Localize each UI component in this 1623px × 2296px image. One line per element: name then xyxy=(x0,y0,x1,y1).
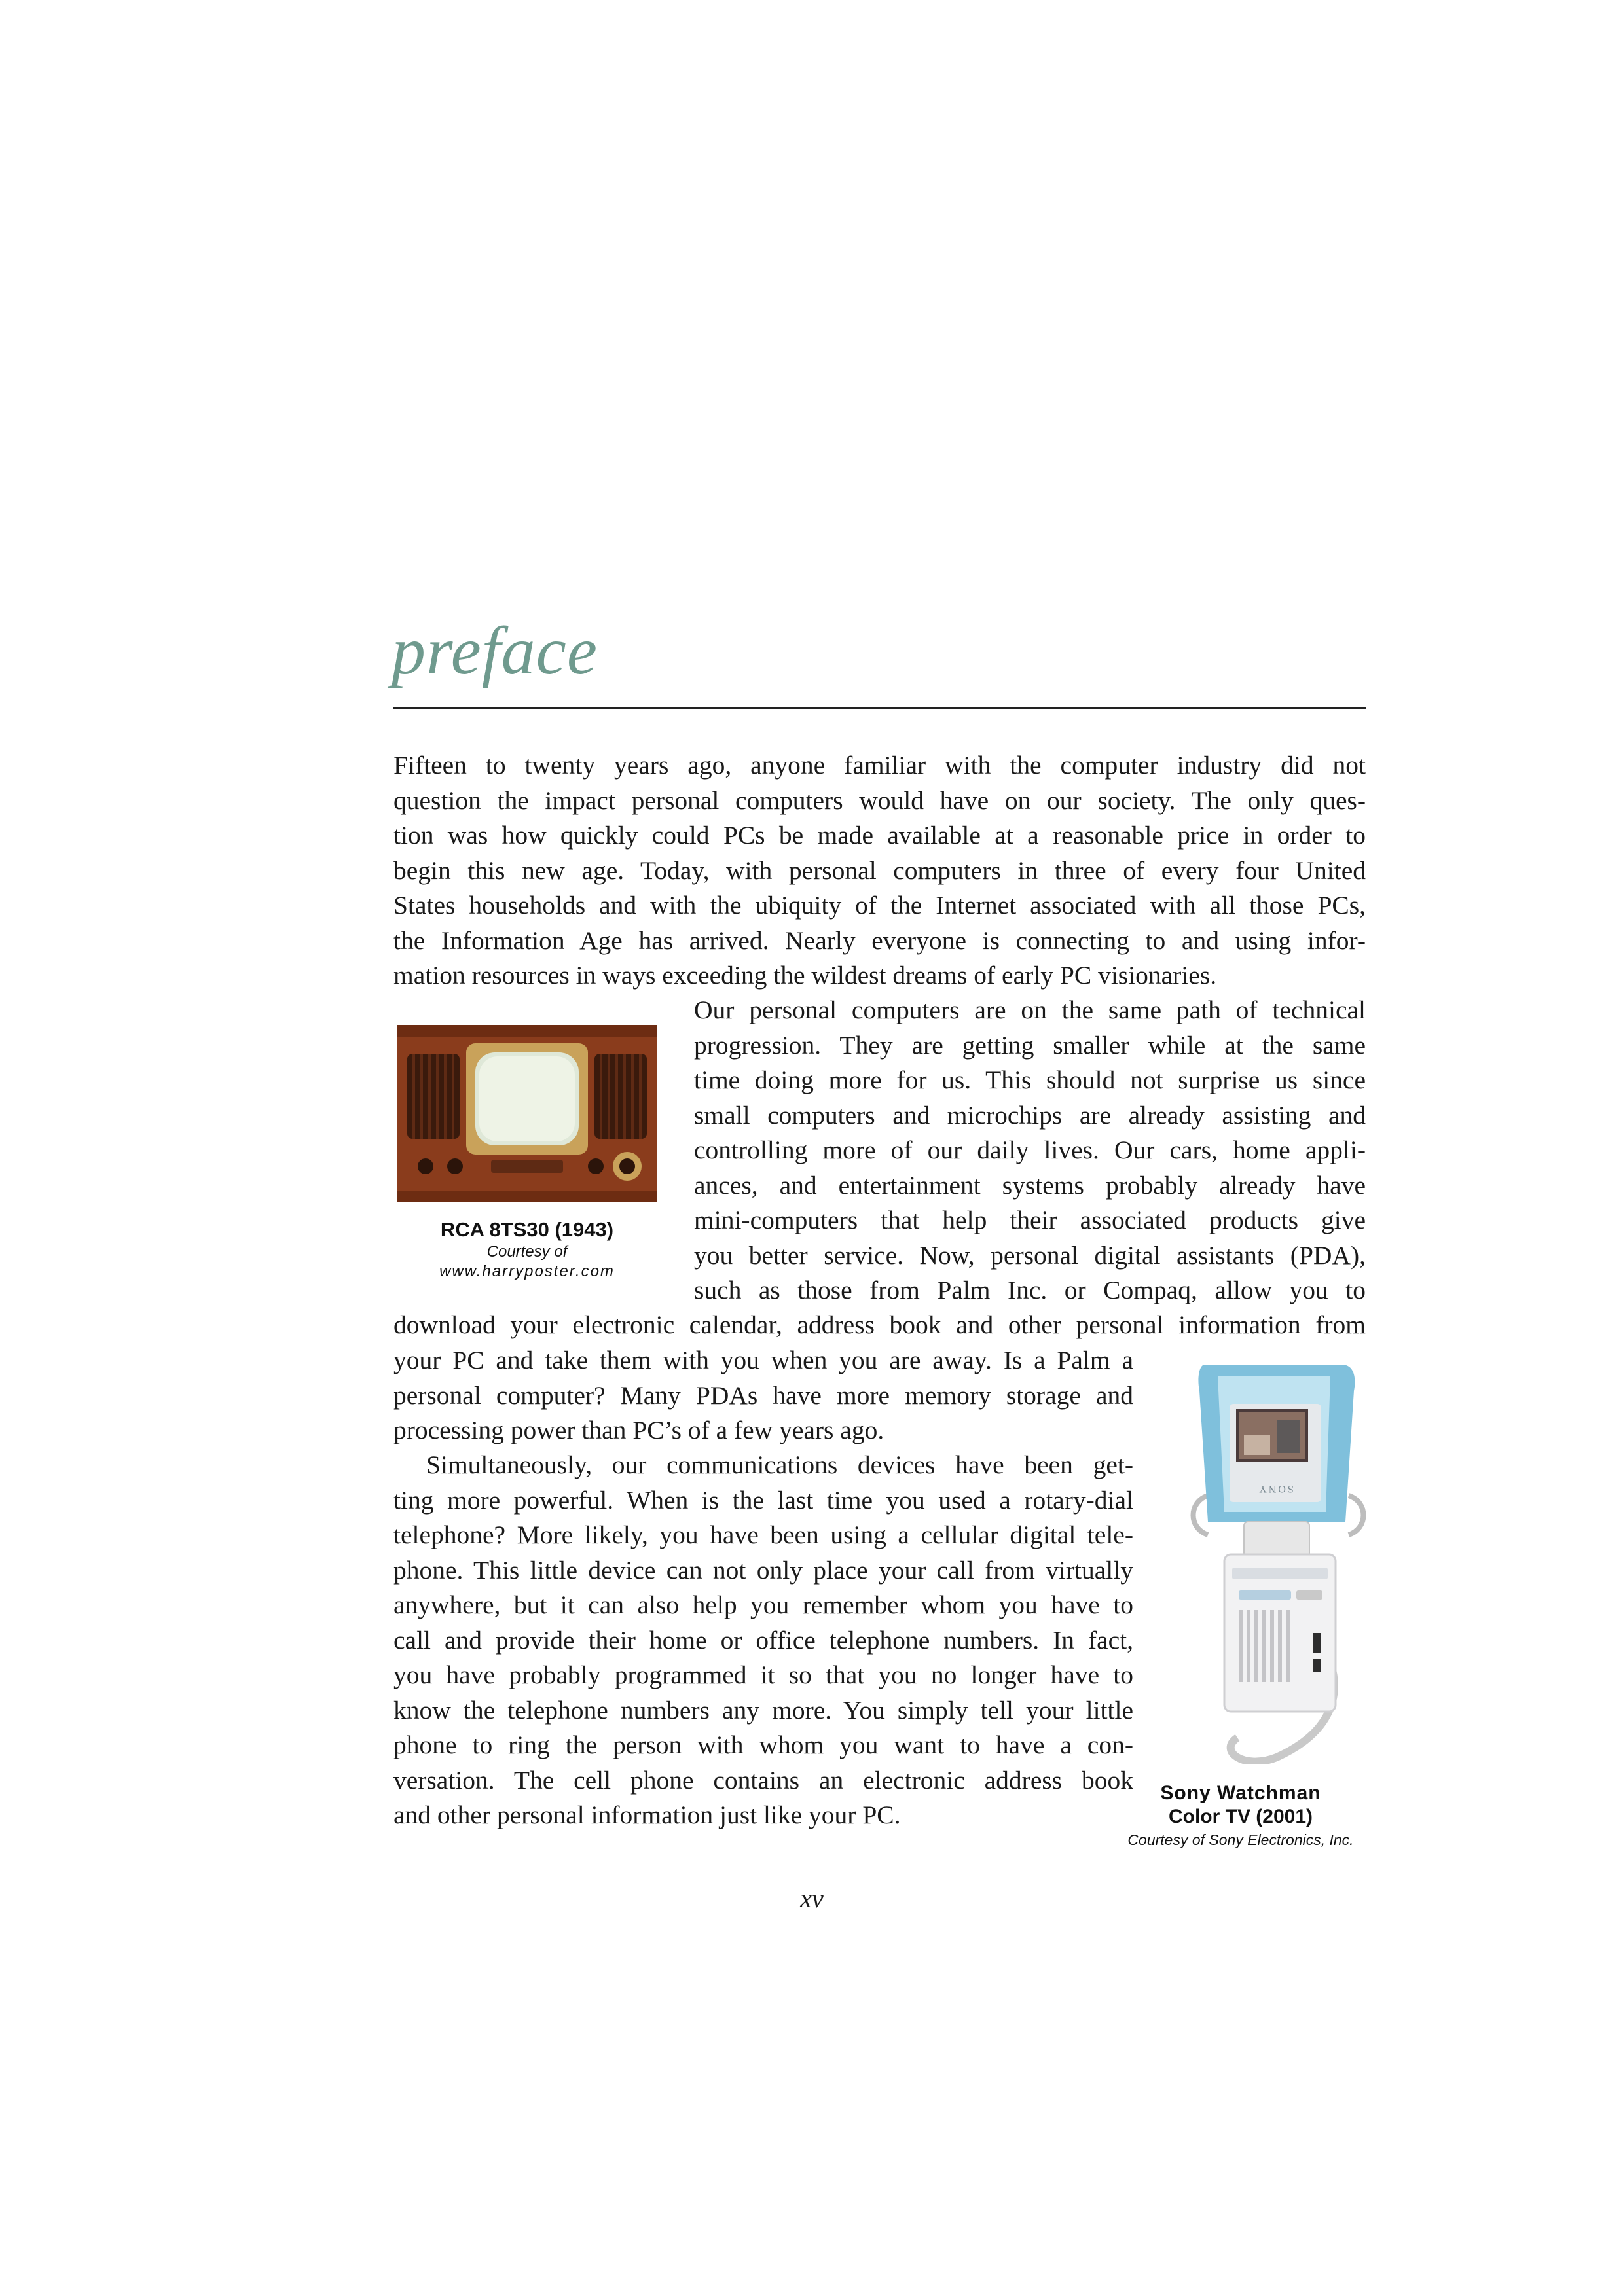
page-number: xv xyxy=(800,1884,824,1913)
second-paragraph-wrapped xyxy=(694,993,1366,1308)
text-line: tion was how quickly could PCs be made available at a reasonable price in order to xyxy=(393,821,1366,850)
text-line: time doing more for us. This should not surprise us since xyxy=(694,1066,1366,1094)
text-line: you better service. Now, personal digital assistants (PDA), xyxy=(694,1240,1366,1270)
rca-caption-title: RCA 8TS30 (1943) xyxy=(440,1218,614,1241)
text-line: controlling more of our daily lives. Our cars, home appli- xyxy=(694,1136,1366,1164)
text-line: download your electronic calendar, address book and other personal information from xyxy=(393,1310,1366,1339)
sony-caption-line1: Sony Watchman xyxy=(1160,1782,1321,1804)
rca-credit-line2: www.harryposter.com xyxy=(439,1263,615,1280)
text-line: your PC and take them with you when you are away. Is a Palm a xyxy=(393,1346,1133,1374)
rca-caption xyxy=(419,1217,635,1282)
text-line: Simultaneously, our communications devices have been get- xyxy=(426,1450,1133,1479)
text-line: States households and with the ubiquity of the Internet associated with all those PCs, xyxy=(393,891,1366,920)
sony-brand-mark: SONY xyxy=(1257,1483,1294,1494)
text-line: know the telephone numbers any more. You simply tell your little xyxy=(393,1695,1133,1725)
text-line: ting more powerful. When is the last time you used a rotary-dial xyxy=(393,1485,1133,1515)
text-line: ances, and entertainment systems probably already have xyxy=(694,1170,1366,1200)
page-title: preface xyxy=(392,613,598,689)
intro-paragraph xyxy=(393,748,1366,994)
third-paragraph xyxy=(393,1448,1133,1833)
text-line: personal computer? Many PDAs have more memory storage and xyxy=(393,1380,1133,1410)
text-line: telephone? More likely, you have been using a cellular digital tele- xyxy=(393,1520,1133,1549)
text-line: versation. The cell phone contains an electronic address book xyxy=(393,1765,1133,1795)
text-line: anywhere, but it can also help you remember whom you have to xyxy=(393,1590,1133,1619)
sony-caption-line2: Color TV (2001) xyxy=(1168,1806,1313,1827)
text-line: mini-computers that help their associated products give xyxy=(694,1206,1366,1234)
text-line: call and provide their home or office telephone numbers. In fact, xyxy=(393,1625,1133,1655)
text-line: small computers and microchips are already assisting and xyxy=(694,1100,1366,1130)
text-line: begin this new age. Today, with personal computers in three of every four United xyxy=(393,855,1366,885)
text-line: and other personal information just like your PC. xyxy=(393,1801,901,1829)
sony-credit: Courtesy of Sony Electronics, Inc. xyxy=(1127,1831,1354,1848)
title-rule xyxy=(393,707,1366,709)
rca-credit-line1: Courtesy of xyxy=(486,1243,568,1261)
text-line: phone. This little device can not only place your call from virtually xyxy=(393,1555,1133,1585)
sony-watchman-image xyxy=(1178,1358,1375,1764)
text-line: Our personal computers are on the same path of technical xyxy=(694,996,1366,1024)
text-line: processing power than PC’s of a few years ago. xyxy=(393,1416,884,1444)
text-line: you have probably programmed it so that you no longer have to xyxy=(393,1660,1133,1689)
text-line: mation resources in ways exceeding the wildest dreams of early PC visionaries. xyxy=(393,961,1217,990)
text-line: the Information Age has arrived. Nearly everyone is connecting to and using infor- xyxy=(393,925,1366,955)
text-line: such as those from Palm Inc. or Compaq, allow you to xyxy=(694,1276,1366,1304)
rca-television-image xyxy=(393,1014,661,1211)
sony-caption xyxy=(1106,1782,1375,1851)
text-line: phone to ring the person with whom you want to have a con- xyxy=(393,1731,1133,1759)
text-line: Fifteen to twenty years ago, anyone familiar with the computer industry did not xyxy=(393,751,1366,780)
second-paragraph-tail xyxy=(393,1343,1133,1448)
second-paragraph-full-line xyxy=(393,1308,1366,1343)
text-line: progression. They are getting smaller while at the same xyxy=(694,1030,1366,1060)
text-line: question the impact personal computers would have on our society. The only ques- xyxy=(393,785,1366,815)
